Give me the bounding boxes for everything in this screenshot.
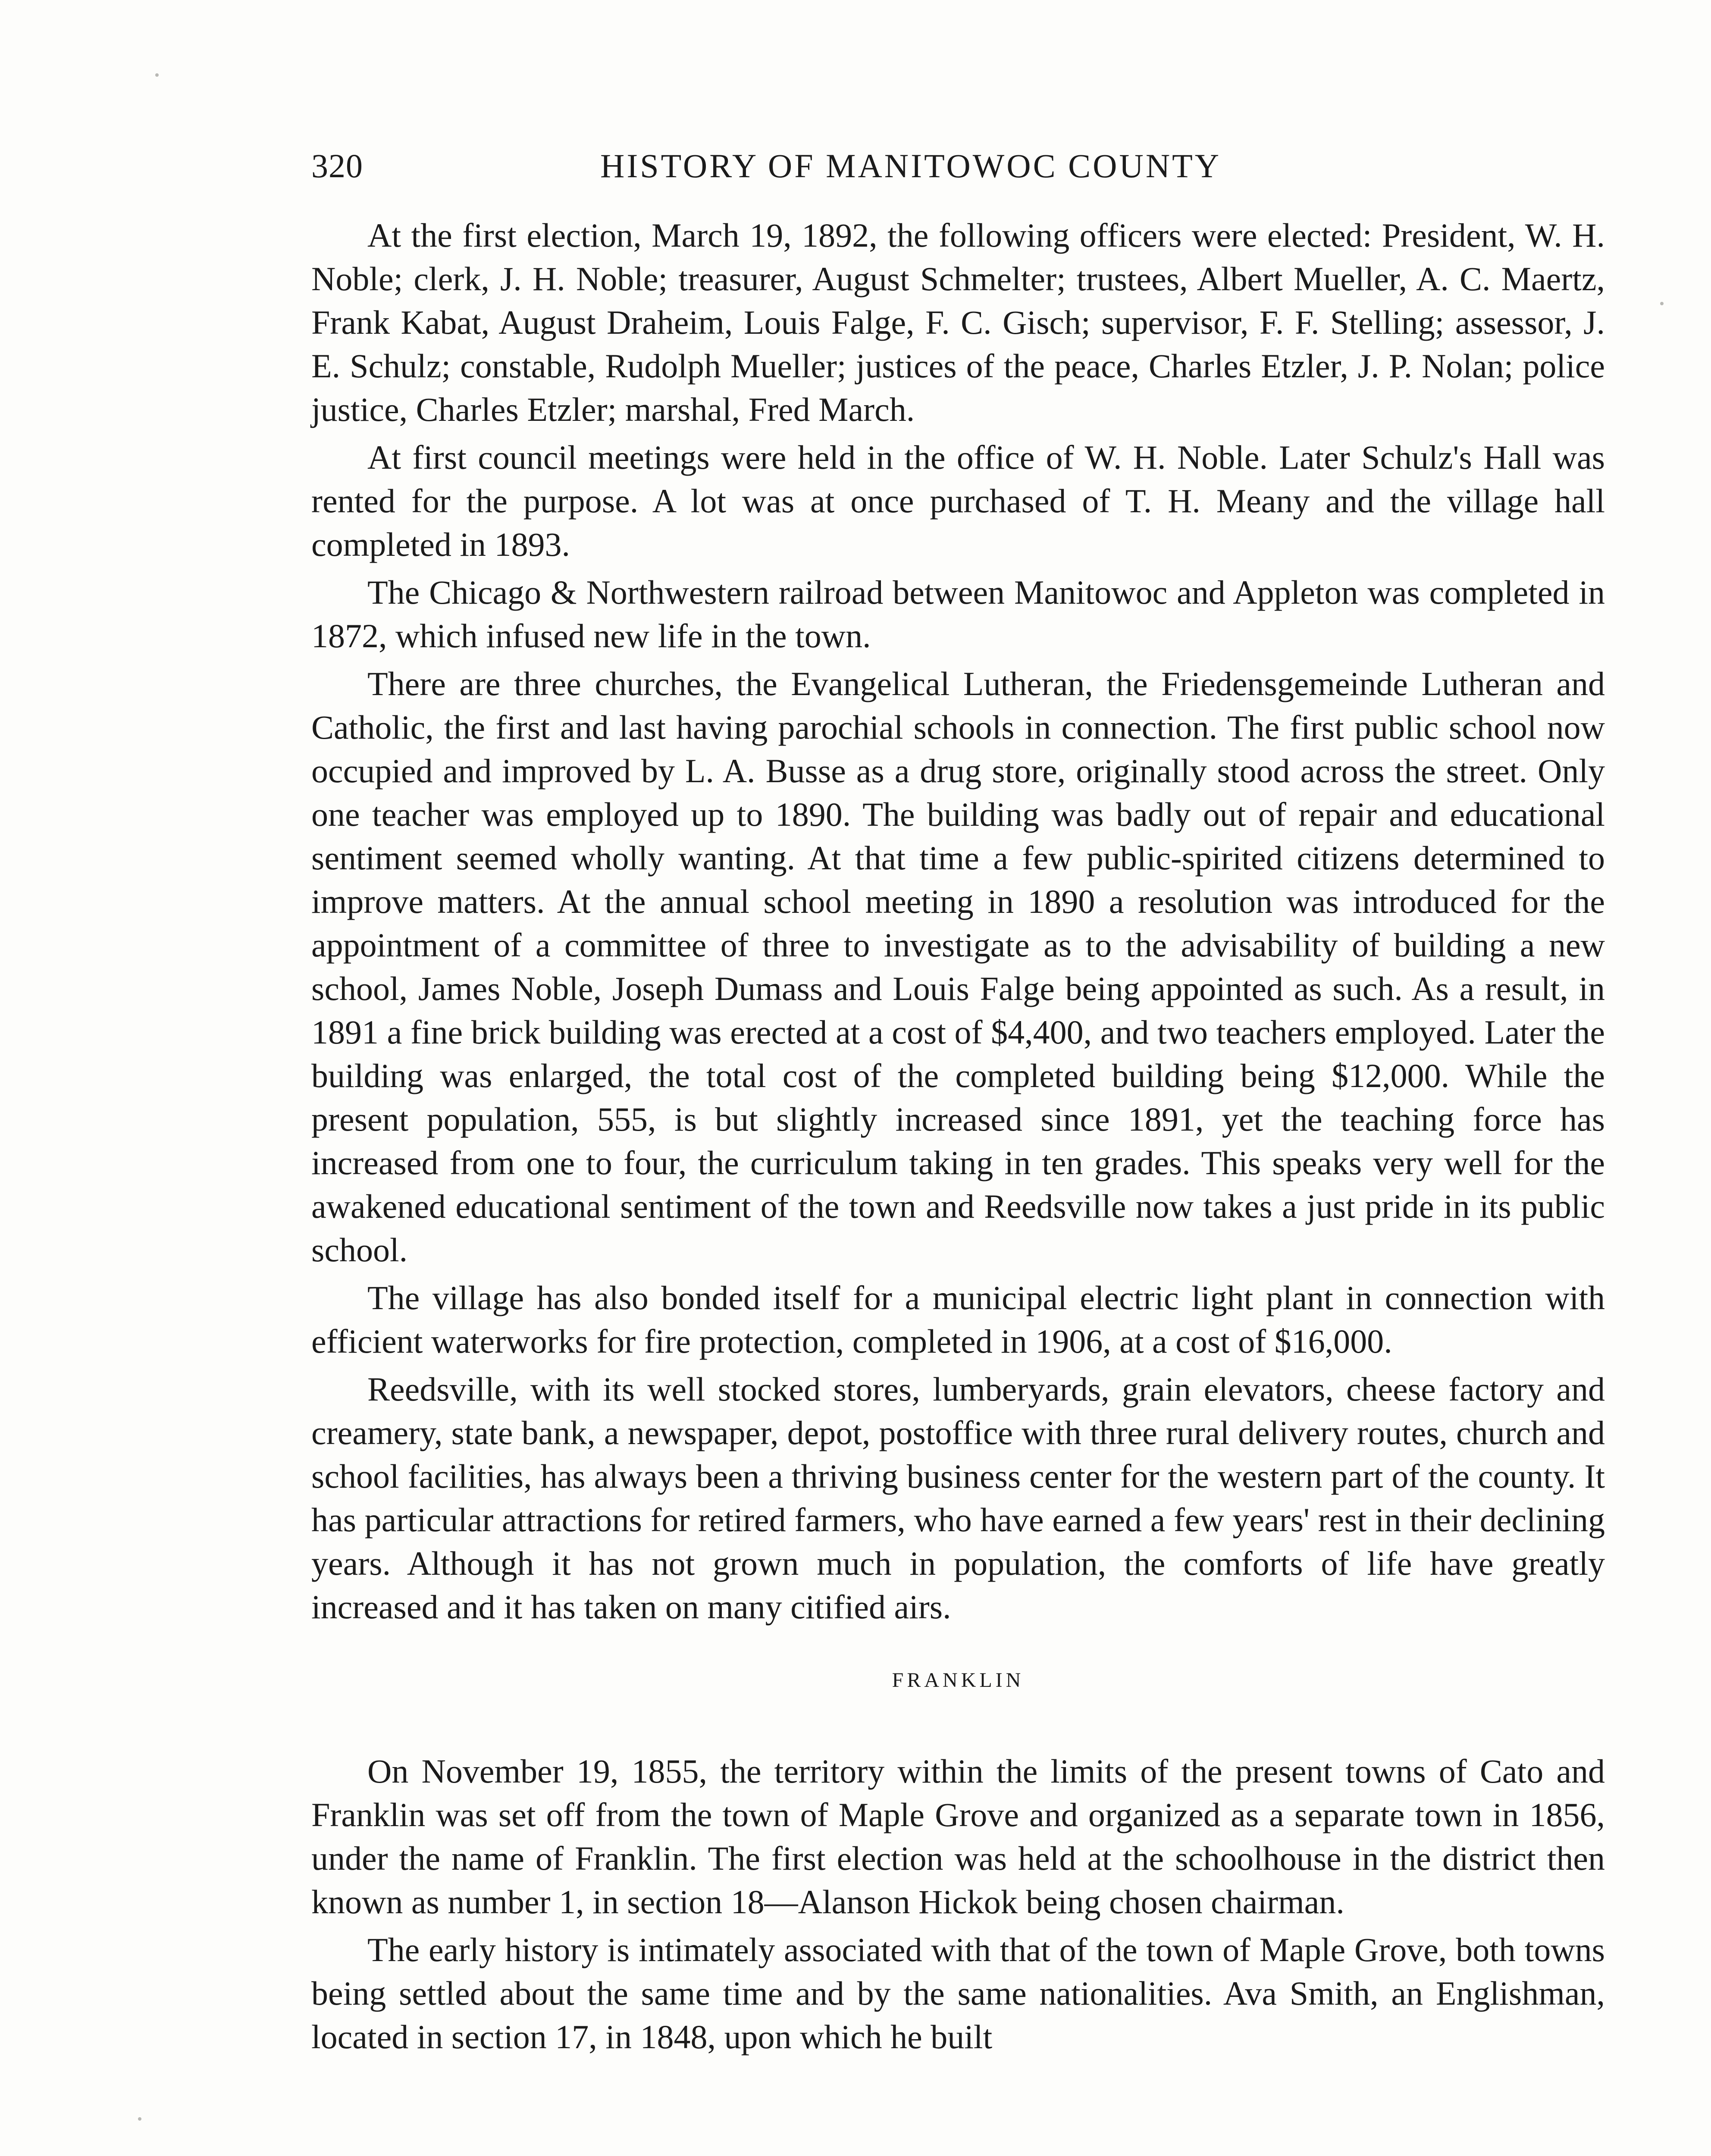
running-head — [311, 142, 1605, 194]
paper-speck — [1660, 302, 1664, 305]
section-heading-franklin: FRANKLIN — [892, 1669, 1025, 1692]
paragraph-first-election: At the first election, March 19, 1892, the following officers were elected: President, W. H. Noble; clerk, J. H. Noble; treasurer, August Schmelter; trustees, Albert Mueller, A. C. Maertz, Frank Kabat, August Draheim, Louis Falge, F. C. Gisch; supervisor, F. F. Stelling; assessor, J. E. Schulz; constable, Rudolph Mueller; justices of the peace, Charles Etzler, J. P. Nolan; police justice, Charles Etzler; marshal, Fred March. — [311, 216, 1605, 428]
book-title: HISTORY OF MANITOWOC COUNTY — [600, 147, 1222, 185]
paragraph-railroad: The Chicago & Northwestern railroad between Manitowoc and Appleton was completed in 1872, which infused new life in the town. — [311, 573, 1605, 655]
page-number: 320 — [311, 147, 363, 185]
paragraph-reedsville-business: Reedsville, with its well stocked stores, lumberyards, grain elevators, cheese factory and creamery, state bank, a newspaper, depot, postoffice with three rural delivery routes, church and school facilities, has always been a thriving business center for the western part of the county. It has particular attractions for retired farmers, who have earned a few years' rest in their declining years. Although it has not grown much in population, the comforts of life have greatly increased and it has taken on many citified airs. — [311, 1370, 1605, 1626]
paragraph-franklin-early-history: The early history is intimately associated with that of the town of Maple Grove, both towns being settled about the same time and by the same nationalities. Ava Smith, an Englishman, located in section 17, in 1848, upon which he built — [311, 1931, 1605, 2056]
paper-speck — [155, 73, 159, 77]
body-text — [311, 213, 1605, 2063]
paragraph-electric-plant: The village has also bonded itself for a municipal electric light plant in connection with efficient waterworks for fire protection, completed in 1906, at a cost of $16,000. — [311, 1279, 1605, 1360]
paragraph-franklin-organization: On November 19, 1855, the territory within the limits of the present towns of Cato and Franklin was set off from the town of Maple Grove and organized as a separate town in 1856, under the name of Franklin. The first election was held at the schoolhouse in the district then known as number 1, in section 18—Alanson Hickok being chosen chairman. — [311, 1752, 1605, 1921]
paragraph-council-meetings: At first council meetings were held in the office of W. H. Noble. Later Schulz's Hall was rented for the purpose. A lot was at once purchased of T. H. Meany and the village hall completed in 1893. — [311, 439, 1605, 563]
paragraph-churches-schools: There are three churches, the Evangelical Lutheran, the Friedensgemeinde Lutheran and Catholic, the first and last having parochial schools in connection. The first public school now occupied and improved by L. A. Busse as a drug store, originally stood across the street. Only one teacher was employed up to 1890. The building was badly out of repair and educational sentiment seemed wholly wanting. At that time a few public-spirited citizens determined to improve matters. At the annual school meeting in 1890 a resolution was introduced for the appointment of a committee of three to investigate as to the advisability of building a new school, James Noble, Joseph Dumass and Louis Falge being appointed as such. As a result, in 1891 a fine brick building was erected at a cost of $4,400, and two teachers employed. Later the building was enlarged, the total cost of the completed building being $12,000. While the present population, 555, is but slightly increased since 1891, yet the teaching force has increased from one to four, the curriculum taking in ten grades. This speaks very well for the awakened educational sentiment of the town and Reedsville now takes a just pride in its public school. — [311, 665, 1605, 1269]
paper-speck — [138, 2117, 141, 2121]
